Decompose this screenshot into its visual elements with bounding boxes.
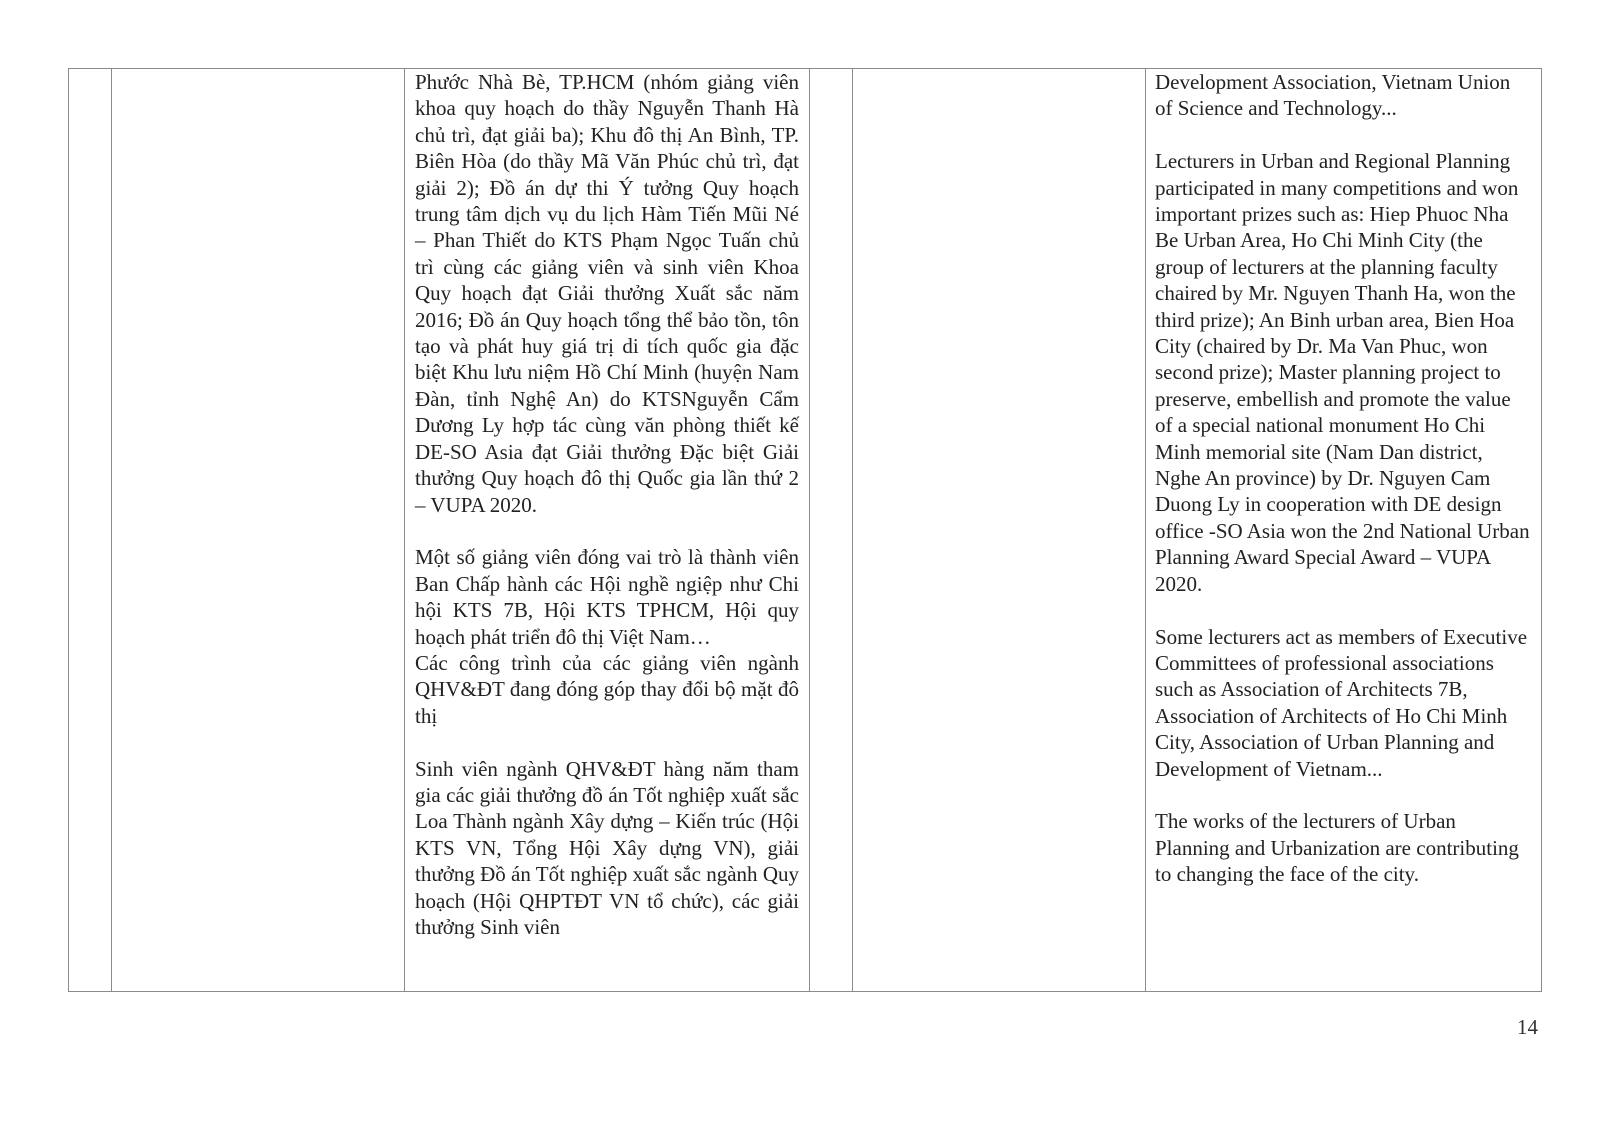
vietnamese-paragraph: Sinh viên ngành QHV&ĐT hàng năm tham gia các giải thưởng đồ án Tốt nghiệp xuất sắc Loa Thành ngành Xây dựng – Kiến trúc (Hội KTS VN, Tổng Hội Xây dựng VN), giải thưởng Đồ án Tốt nghiệp xuất sắc ngành Quy hoạch (Hội QHPTĐT VN tổ chức), các giải thưởng Sinh viên [415,756,799,939]
page-number: 14 [1517,1015,1538,1039]
english-paragraph: The works of the lecturers of Urban Planning and Urbanization are contributing to changing the face of the city. [1155,809,1519,887]
table-row [69,69,1542,992]
english-content-cell [1146,69,1542,992]
vietnamese-paragraph: Các công trình của các giảng viên ngành QHV&ĐT đang đóng góp thay đổi bộ mặt đô thị [415,650,799,728]
empty-index-cell-right [810,69,853,992]
comparison-table [68,68,1542,992]
vietnamese-paragraph: Một số giảng viên đóng vai trò là thành viên Ban Chấp hành các Hội nghề ngiệp như Chi hội KTS 7B, Hội KTS TPHCM, Hội quy hoạch phát triển đô thị Việt Nam… [415,545,799,649]
empty-index-cell-left [69,69,112,992]
empty-criterion-cell-right [853,69,1146,992]
empty-criterion-cell-left [112,69,405,992]
vietnamese-content-cell [405,69,810,992]
vietnamese-paragraph: Phước Nhà Bè, TP.HCM (nhóm giảng viên khoa quy hoạch do thầy Nguyễn Thanh Hà chủ trì, đạt giải ba); Khu đô thị An Bình, TP. Biên Hòa (do thầy Mã Văn Phúc chủ trì, đạt giải 2); Đồ án dự thi Ý tưởng Quy hoạch trung tâm dịch vụ du lịch Hàm Tiến Mũi Né – Phan Thiết do KTS Phạm Ngọc Tuấn chủ trì cùng các giảng viên và sinh viên Khoa Quy hoạch đạt Giải thưởng Xuất sắc năm 2016; Đồ án Quy hoạch tổng thể bảo tồn, tôn tạo và phát huy giá trị di tích quốc gia đặc biệt Khu lưu niệm Hồ Chí Minh (huyện Nam Đàn, tỉnh Nghệ An) do KTSNguyễn Cẩm Dương Ly hợp tác cùng văn phòng thiết kế DE-SO Asia đạt Giải thưởng Đặc biệt Giải thưởng Quy hoạch đô thị Quốc gia lần thứ 2 – VUPA 2020. [415,70,799,517]
english-paragraph: Some lecturers act as members of Executive Committees of professional associations such as Association of Architects 7B, Association of Architects of Ho Chi Minh City, Association of Urban Planning and Development of Vietnam... [1155,624,1528,781]
english-paragraph: Lecturers in Urban and Regional Planning participated in many competitions and won important prizes such as: Hiep Phuoc Nha Be Urban Area, Ho Chi Minh City (the group of lecturers at the planning faculty chaired by Mr. Nguyen Thanh Ha, won the third prize); An Binh urban area, Bien Hoa City (chaired by Dr. Ma Van Phuc, won second prize); Master planning project to preserve, embellish and promote the value of a special national monument Ho Chi Minh memorial site (Nam Dan district, Nghe An province) by Dr. Nguyen Cam Duong Ly in cooperation with DE design office -SO Asia won the 2nd National Urban Planning Award Special Award – VUPA 2020. [1155,149,1530,596]
english-paragraph: Development Association, Vietnam Union of Science and Technology... [1155,70,1511,121]
